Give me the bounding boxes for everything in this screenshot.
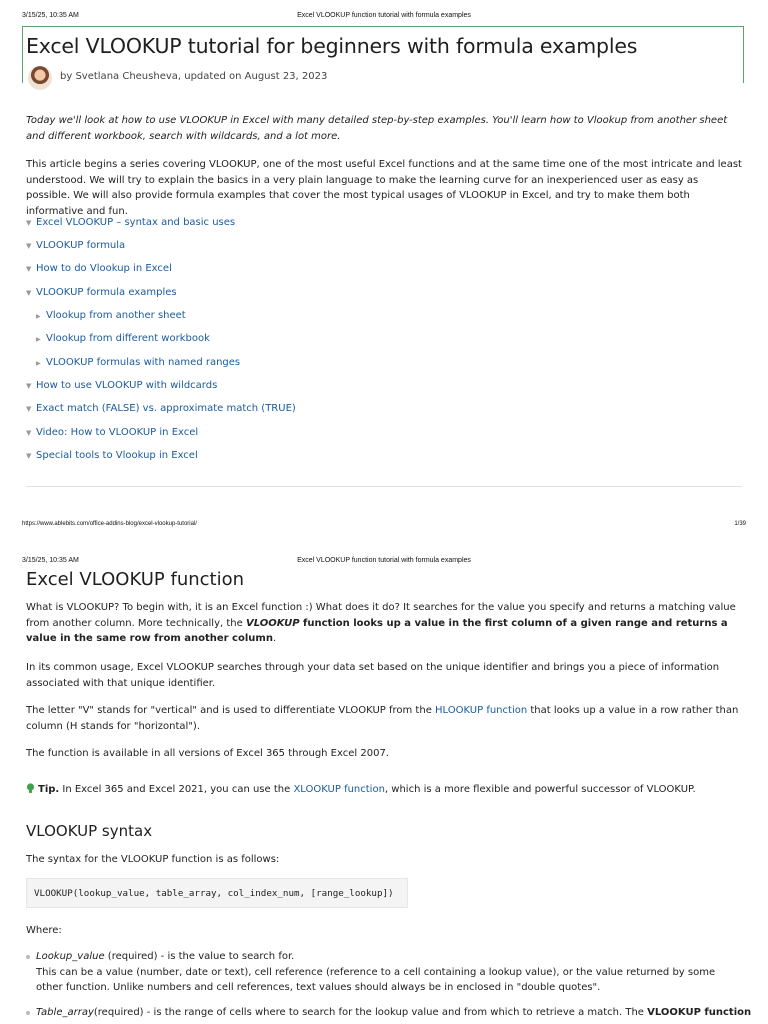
list-item: Lookup_value (required) - is the value to search for. This can be a value (number, date or text), cell reference (reference to a cell containing a lookup value), or the value returned by some other function. Unlike numbers and cell references, text values should always be in enclosed in "double quotes". bbox=[26, 949, 742, 997]
toc-subitem[interactable]: ▶ VLOOKUP formulas with named ranges bbox=[36, 357, 241, 368]
print-page-title: Excel VLOOKUP function tutorial with formula examples bbox=[297, 557, 471, 564]
author-byline: by Svetlana Cheusheva, updated on August 23, 2023 bbox=[60, 71, 328, 82]
triangle-right-icon: ▶ bbox=[36, 336, 41, 343]
article-title: Excel VLOOKUP tutorial for beginners with formula examples bbox=[26, 34, 638, 58]
print-page-number: 1/39 bbox=[734, 521, 746, 527]
triangle-down-icon: ▼ bbox=[26, 265, 32, 273]
triangle-down-icon: ▼ bbox=[26, 452, 32, 460]
print-datetime: 3/15/25, 10:35 AM bbox=[22, 12, 79, 19]
print-datetime: 3/15/25, 10:35 AM bbox=[22, 557, 79, 564]
toc-item[interactable]: ▼ Special tools to Vlookup in Excel bbox=[26, 450, 198, 461]
divider bbox=[26, 486, 742, 487]
toc-item[interactable]: ▼ How to do Vlookup in Excel bbox=[26, 263, 172, 274]
triangle-down-icon: ▼ bbox=[26, 429, 32, 437]
toc-item[interactable]: ▼ How to use VLOOKUP with wildcards bbox=[26, 380, 218, 391]
toc-item[interactable]: ▼ VLOOKUP formula examples bbox=[26, 287, 177, 298]
print-page-title: Excel VLOOKUP function tutorial with formula examples bbox=[297, 12, 471, 19]
bullet-icon bbox=[26, 1011, 30, 1015]
toc-item[interactable]: ▼ Exact match (FALSE) vs. approximate match (TRUE) bbox=[26, 403, 296, 414]
where-label: Where: bbox=[26, 925, 62, 936]
vertical-paragraph: The letter "V" stands for "vertical" and is used to differentiate VLOOKUP from the HLOOKUP function that looks up a value in a row rather than column (H stands for "horizontal"). bbox=[26, 705, 739, 732]
hlookup-link[interactable]: HLOOKUP function bbox=[435, 705, 528, 716]
triangle-down-icon: ▼ bbox=[26, 405, 32, 413]
triangle-right-icon: ▶ bbox=[36, 360, 41, 367]
section-heading: Excel VLOOKUP function bbox=[26, 569, 245, 590]
triangle-right-icon: ▶ bbox=[36, 313, 41, 320]
intro-paragraph: This article begins a series covering VLOOKUP, one of the most useful Excel functions and at the same time one of the most intricate and least understood. We will try to explain the basics in a very plain language to make the learning curve for an inexperienced user as easy as possible. We will also provide formula examples that cover the most typical usages of VLOOKUP in Excel, and try to make them both informative and fun. bbox=[26, 159, 742, 217]
syntax-intro: The syntax for the VLOOKUP function is as follows: bbox=[26, 854, 280, 865]
toc-item[interactable]: ▼ Video: How to VLOOKUP in Excel bbox=[26, 427, 199, 438]
toc-item[interactable]: ▼ VLOOKUP formula bbox=[26, 240, 126, 251]
lightbulb-icon bbox=[26, 783, 35, 794]
toc-subitem[interactable]: ▶ Vlookup from another sheet bbox=[36, 310, 186, 321]
author-avatar bbox=[28, 66, 52, 90]
availability-paragraph: The function is available in all versions of Excel 365 through Excel 2007. bbox=[26, 748, 389, 759]
syntax-code: VLOOKUP(lookup_value, table_array, col_index_num, [range_lookup]) bbox=[34, 888, 394, 899]
intro-summary: Today we'll look at how to use VLOOKUP in Excel with many detailed step-by-step examples. You'll learn how to Vlookup from another sheet and different workbook, search with wildcards, and a lot more. bbox=[26, 115, 728, 142]
xlookup-link[interactable]: XLOOKUP function bbox=[293, 784, 385, 795]
triangle-down-icon: ▼ bbox=[26, 242, 32, 250]
triangle-down-icon: ▼ bbox=[26, 289, 32, 297]
triangle-down-icon: ▼ bbox=[26, 219, 32, 227]
list-item: Table_array(required) - is the range of cells where to search for the lookup value and from which to retrieve a match. The VLOOKUP function bbox=[26, 1005, 742, 1023]
toc-subitem[interactable]: ▶ Vlookup from different workbook bbox=[36, 333, 210, 344]
print-url: https://www.ablebits.com/office-addins-blog/excel-vlookup-tutorial/ bbox=[22, 521, 197, 527]
code-block bbox=[26, 878, 408, 908]
bullet-icon bbox=[26, 955, 30, 959]
syntax-heading: VLOOKUP syntax bbox=[26, 822, 153, 840]
definition-paragraph: What is VLOOKUP? To begin with, it is an Excel function :) What does it do? It searches for the value you specify and returns a matching value from another column. More technically, the VLOOKUP function looks up a value in the first column of a given range and returns a value in the same row from another column. bbox=[26, 602, 736, 644]
triangle-down-icon: ▼ bbox=[26, 382, 32, 390]
toc-item[interactable]: ▼ Excel VLOOKUP – syntax and basic uses bbox=[26, 217, 236, 228]
tip-paragraph: Tip. In Excel 365 and Excel 2021, you can use the XLOOKUP function, which is a more flexible and powerful successor of VLOOKUP. bbox=[26, 782, 742, 798]
usage-paragraph: In its common usage, Excel VLOOKUP searches through your data set based on the unique identifier and brings you a piece of information associated with that unique identifier. bbox=[26, 662, 720, 689]
